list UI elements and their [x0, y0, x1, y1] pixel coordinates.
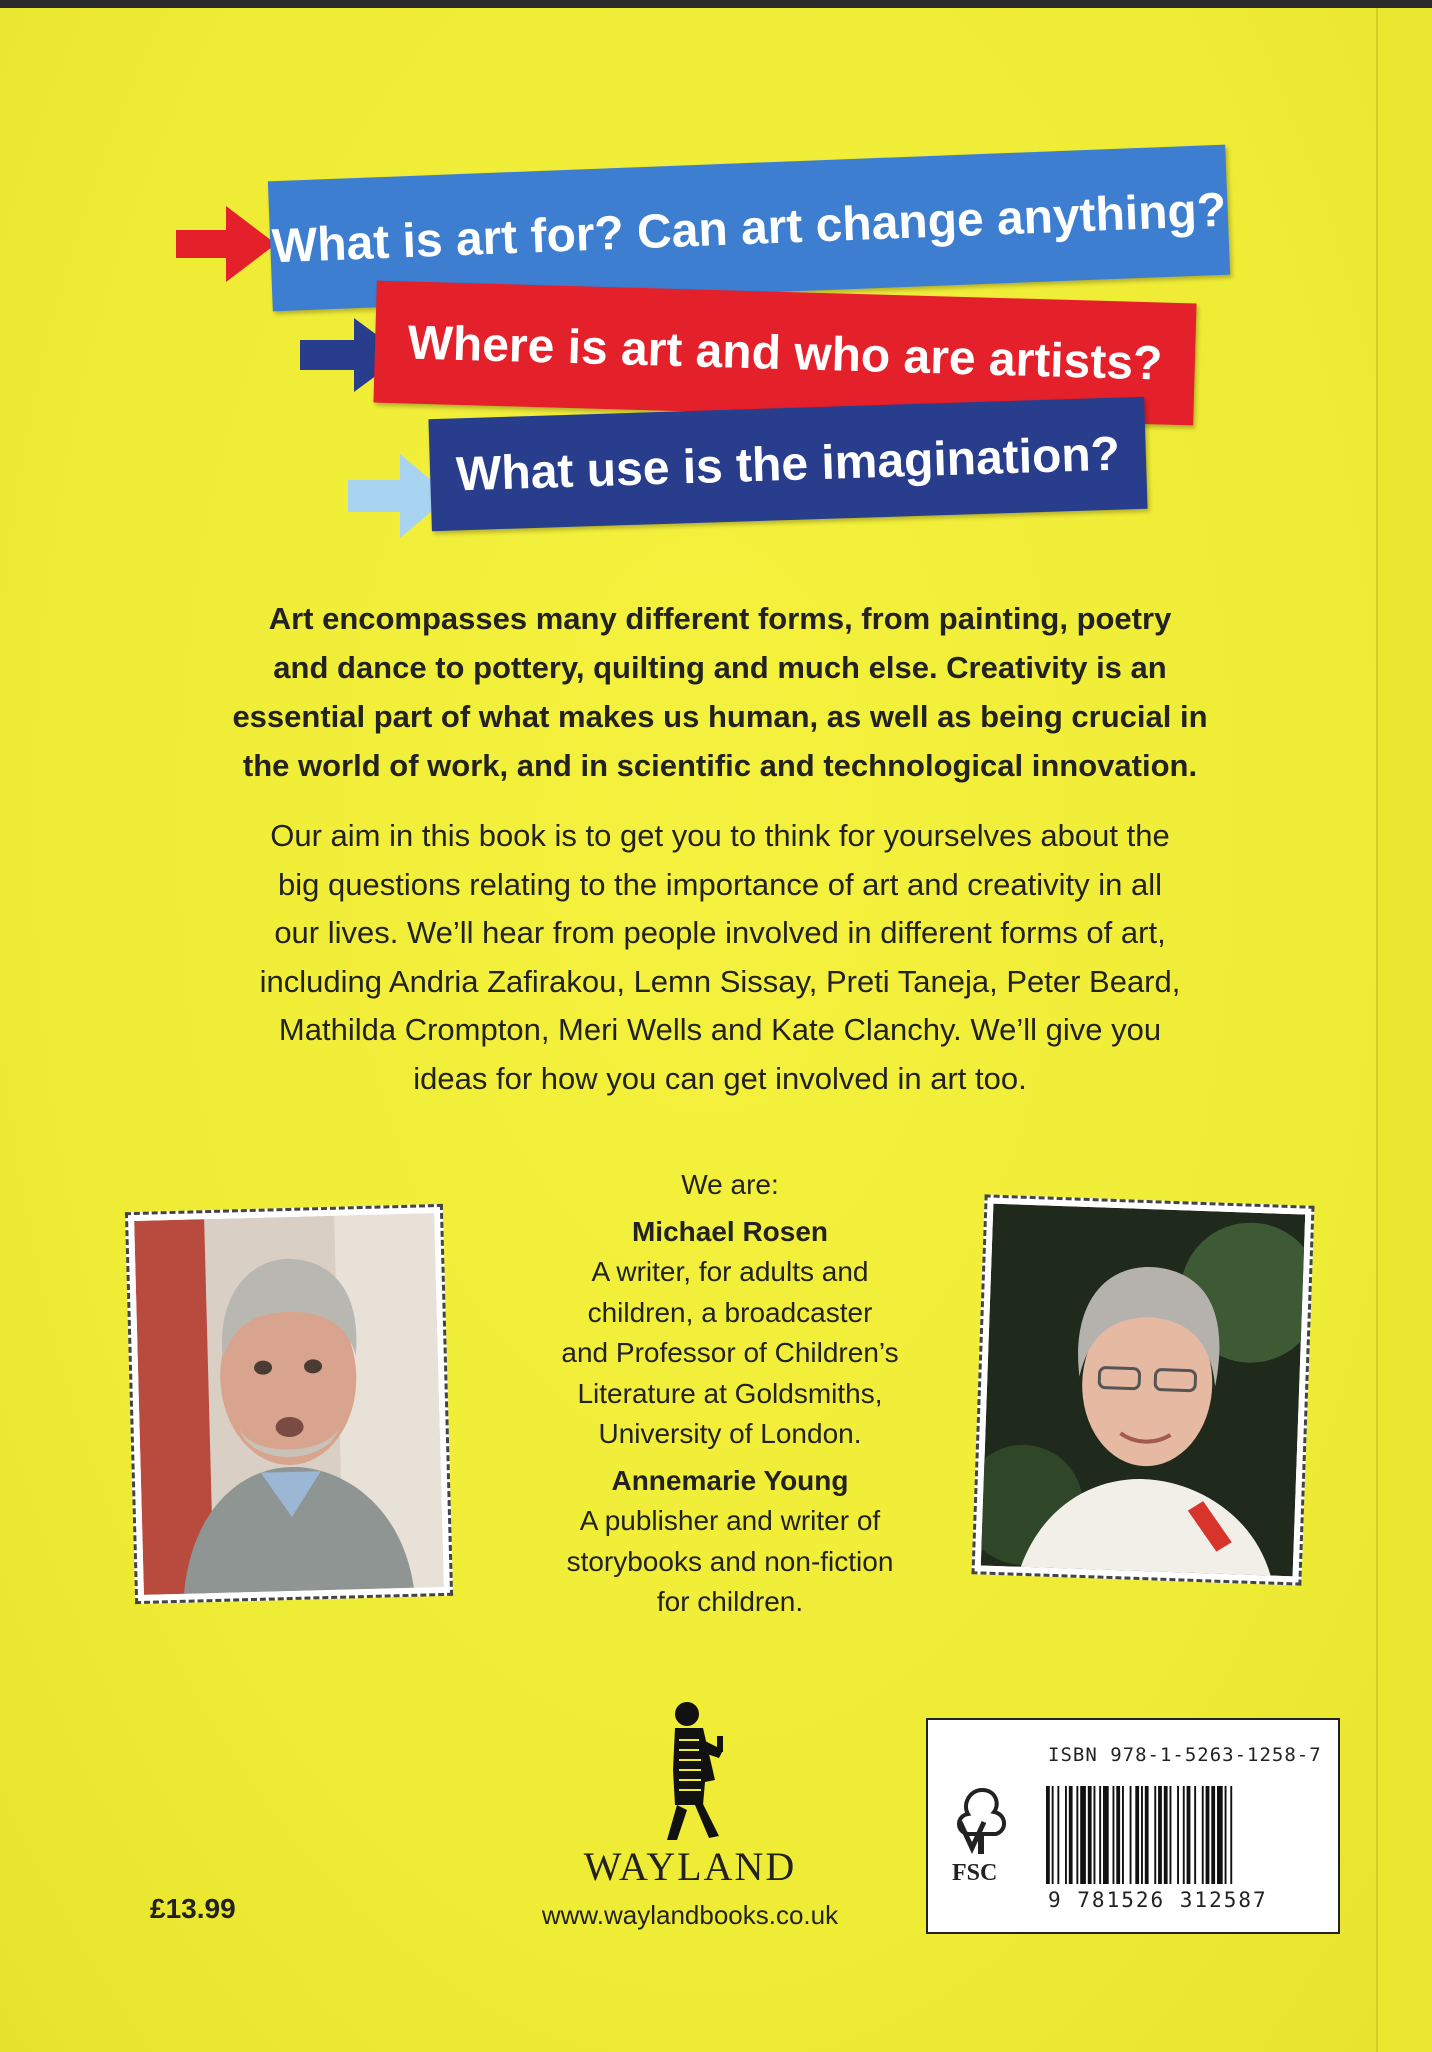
- fsc-tree-icon: [948, 1782, 1016, 1862]
- author-bio-line: A writer, for adults and: [591, 1256, 869, 1287]
- author-bio-line: for children.: [656, 1586, 804, 1617]
- intro-line: essential part of what makes us human, as well as being crucial in: [232, 699, 1208, 734]
- cover-spine-edge: [1376, 8, 1432, 2052]
- barcode-bar: [1057, 1786, 1059, 1884]
- aim-line: Mathilda Crompton, Meri Wells and Kate Clanchy. We’ll give you: [278, 1012, 1162, 1047]
- barcode-bar: [1225, 1786, 1227, 1884]
- author-bio-line: children, a broadcaster: [587, 1296, 873, 1328]
- barcode-bar: [1164, 1786, 1168, 1884]
- authors-heading: We are:: [681, 1169, 779, 1200]
- barcode-bar: [1202, 1786, 1204, 1884]
- aim-paragraph: [190, 812, 1250, 1103]
- author-bio-line: and Professor of Children’s: [561, 1337, 899, 1368]
- barcode-bar: [1130, 1786, 1132, 1884]
- barcode-bar: [1099, 1786, 1101, 1884]
- photo-annemarie-young: [971, 1194, 1314, 1585]
- question-banner-imagination: [428, 397, 1147, 531]
- barcode-bar: [1206, 1786, 1210, 1884]
- banner-text: What is art for? Can art change anything?: [270, 183, 1228, 273]
- barcode-bar: [1177, 1786, 1179, 1884]
- author-bio-line: A publisher and writer of: [579, 1505, 881, 1536]
- photo-michael-rosen: [125, 1204, 453, 1604]
- barcode-bar: [1080, 1786, 1086, 1884]
- aim-line: Our aim in this book is to get you to think for yourselves about the: [270, 818, 1170, 853]
- intro-paragraph: [190, 594, 1250, 790]
- barcode-bar: [1145, 1786, 1149, 1884]
- barcode-bar: [1103, 1786, 1109, 1884]
- barcode-bar: [1116, 1786, 1120, 1884]
- banner-text: Where is art and who are artists?: [406, 315, 1164, 391]
- barcode-bar: [1170, 1786, 1172, 1884]
- barcode-bar: [1094, 1786, 1096, 1884]
- portrait-man-icon: [134, 1213, 444, 1595]
- aim-line: big questions relating to the importance of art and creativity in all: [278, 866, 1162, 902]
- barcode-bar: [1135, 1786, 1139, 1884]
- author-bio-line: University of London.: [598, 1418, 862, 1449]
- portrait-woman-icon: [981, 1204, 1305, 1577]
- barcode-bar: [1211, 1786, 1215, 1884]
- author-bio-line: Literature at Goldsmiths,: [577, 1377, 883, 1409]
- barcode-bar: [1154, 1786, 1156, 1884]
- barcode-icon: [1046, 1786, 1326, 1884]
- aim-line: including Andria Zafirakou, Lemn Sissay, Preti Taneja, Peter Beard,: [259, 963, 1181, 999]
- barcode-bar: [1065, 1786, 1067, 1884]
- intro-line: the world of work, and in scientific and technological innovation.: [242, 748, 1198, 783]
- isbn-barcode-box: [926, 1718, 1340, 1934]
- fsc-label: FSC: [952, 1860, 998, 1886]
- barcode-bar: [1076, 1786, 1078, 1884]
- barcode-bar: [1069, 1786, 1073, 1884]
- isbn-label: ISBN 978-1-5263-1258-7: [1048, 1744, 1322, 1766]
- barcode-bar: [1088, 1786, 1092, 1884]
- barcode-digits: 9 781526 312587: [1048, 1888, 1268, 1912]
- barcode-bar: [1141, 1786, 1143, 1884]
- aim-line: ideas for how you can get involved in art too.: [413, 1060, 1027, 1096]
- barcode-bar: [1113, 1786, 1115, 1884]
- author-name: Annemarie Young: [611, 1464, 849, 1496]
- wayland-figure-icon: [645, 1700, 735, 1845]
- publisher-name: WAYLAND: [583, 1844, 797, 1889]
- red-arrow-icon: [176, 206, 276, 282]
- aim-line: our lives. We’ll hear from people involved in different forms of art,: [274, 915, 1166, 950]
- barcode-bar: [1052, 1786, 1054, 1884]
- banner-text: What use is the imagination?: [455, 427, 1121, 501]
- author-name: Michael Rosen: [631, 1215, 829, 1247]
- author-bio-line: storybooks and non-fiction: [566, 1545, 894, 1577]
- barcode-bar: [1158, 1786, 1162, 1884]
- barcode-bar: [1187, 1786, 1191, 1884]
- barcode-bar: [1230, 1786, 1232, 1884]
- barcode-bar: [1122, 1786, 1124, 1884]
- barcode-bar: [1194, 1786, 1196, 1884]
- author-info: [490, 1165, 970, 1623]
- publisher-url: www.waylandbooks.co.uk: [541, 1900, 839, 1930]
- price-label: £13.99: [150, 1893, 236, 1924]
- intro-line: Art encompasses many different forms, from painting, poetry: [268, 601, 1172, 636]
- barcode-bar: [1183, 1786, 1185, 1884]
- barcode-bar: [1046, 1786, 1050, 1884]
- barcode-bar: [1217, 1786, 1223, 1884]
- intro-line: and dance to pottery, quilting and much else. Creativity is an: [273, 650, 1167, 685]
